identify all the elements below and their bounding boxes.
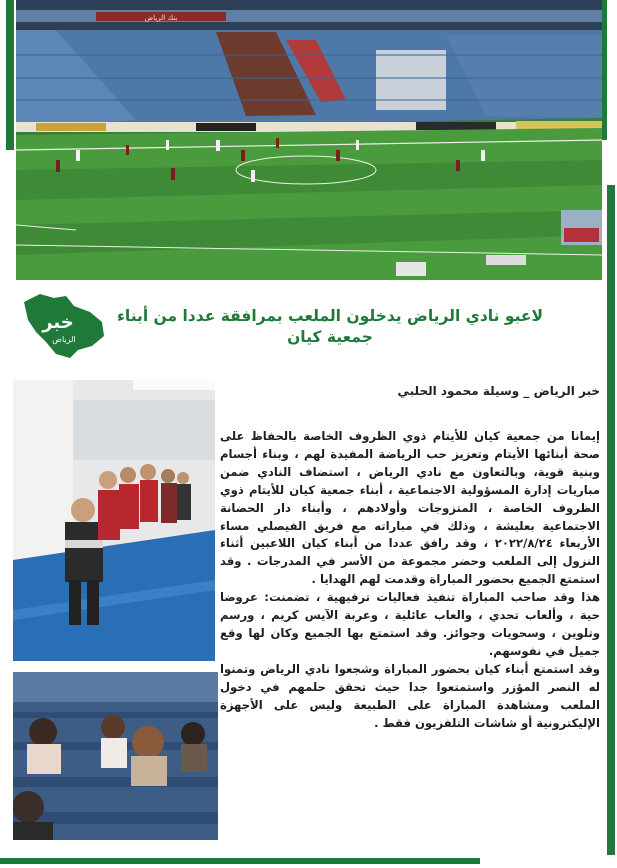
paragraph-1: إيمانا من جمعية كيان للأيتام ذوي الظروف الخاصة بالحفاظ على صحة أبنائها الأيتام وتعزيز حب الرياضة المفيدة لهم ، وبناء أجسام وبنية قوية، وبالتعاون مع نادي الرياض ، استضاف النادي ضمن مباريات إدارة المسؤولية الاجتماعية ، أبناء جمعية كيان للأيتام ذوي الظروف الخاصة ، المتزوجات وأولادهم ، وأبناء دار الحضانة الاجتماعية بعليشة ، وذلك في مباراته مع فريق الفيصلي مساء الأربعاء ٢٠٢٢/٨/٢٤ ، وقد رافق عددا من أبناء كيان اللاعبين أثناء النزول إلى الملعب وحضر مجموعة من الأسر في المدرجات . وقد استمتع الجميع بحضور المباراة وقدمت لهم الهدايا . bbox=[220, 429, 600, 587]
stadium-photo bbox=[16, 0, 602, 280]
article-body bbox=[220, 428, 600, 732]
decorative-bar-top-left bbox=[6, 0, 14, 150]
decorative-bar-bottom bbox=[0, 858, 480, 864]
paragraph-2: هذا وقد صاحب المباراة تنفيذ فعاليات ترفيهية ، تضمنت: عروضا حية ، وألعاب تحدي ، والعاب عائلية ، وعربة الآيس كريم ، ورسم وتلوين ، وسحويات وجوائز. وقد استمتع بها الجميع وكان لها وقع جميل في نفوسهم. bbox=[220, 590, 600, 658]
decorative-bar-right bbox=[607, 185, 615, 855]
article-byline: خبر الرياض _ وسيلة محمود الحلبي bbox=[397, 384, 600, 398]
article-headline: لاعبو نادي الرياض يدخلون الملعب بمرافقة عددا من أبناء جمعية كيان bbox=[116, 307, 544, 346]
news-logo bbox=[20, 292, 108, 360]
decorative-bar-top-right bbox=[602, 0, 607, 140]
crowd-photo bbox=[13, 672, 218, 840]
paragraph-3: وقد استمتع أبناء كيان بحضور المباراة وشجعوا نادي الرياض وتمنوا له النصر المؤزر واستمتعوا جدا حيث تحقق حلمهم في دخول الملعب ومشاهدة المباراة على الطبيعة وليس على الأجهزة الإليكترونية أو شاشات التلفزيون فقط . bbox=[220, 661, 600, 730]
kids-photo bbox=[13, 380, 215, 661]
saudi-map-icon bbox=[20, 292, 108, 360]
logo-subtext: الرياض bbox=[52, 335, 76, 344]
logo-text: خبر bbox=[42, 312, 74, 333]
stadium-banner-text: بنك الرياض bbox=[144, 14, 178, 22]
